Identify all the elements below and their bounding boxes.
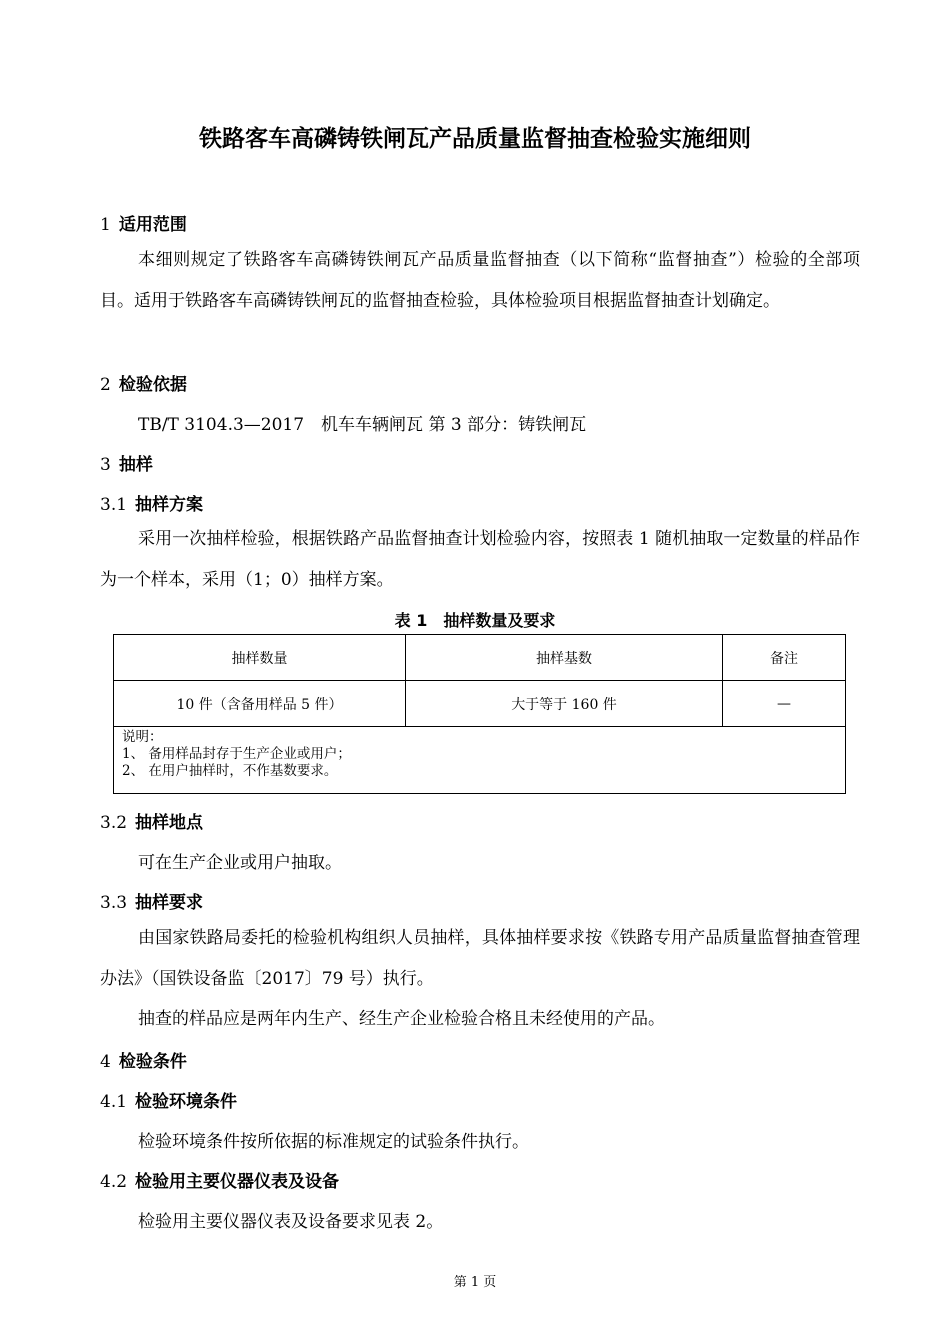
- section-3-3-paragraph-2: 抽查的样品应是两年内生产、经生产企业检验合格且未经使用的产品。: [138, 1009, 665, 1029]
- section-3-2-text: 可在生产企业或用户抽取。: [138, 853, 342, 873]
- section-number: 4.1: [100, 1092, 128, 1112]
- section-2-heading: [100, 370, 187, 395]
- table-row: [114, 681, 846, 727]
- section-4-heading: [100, 1047, 187, 1072]
- section-title: 检验用主要仪器仪表及设备: [135, 1172, 340, 1192]
- table-notes: [114, 727, 846, 794]
- section-3-2-heading: [100, 808, 203, 833]
- table-cell: 大于等于 160 件: [406, 681, 723, 727]
- section-2-standard: TB/T 3104.3—2017 机车车辆闸瓦 第 3 部分：铸铁闸瓦: [138, 415, 587, 435]
- section-number: 1: [100, 215, 111, 235]
- section-4-2-heading: [100, 1167, 339, 1192]
- section-title: 抽样方案: [135, 495, 204, 515]
- section-4-1-heading: [100, 1087, 237, 1112]
- header-cell: 抽样数量: [114, 635, 406, 681]
- table-1-caption: 表 1 抽样数量及要求: [394, 611, 556, 630]
- table-notes-row: [114, 727, 846, 794]
- section-4-2-text: 检验用主要仪器仪表及设备要求见表 2。: [138, 1212, 444, 1232]
- note-line: 1、 备用样品封存于生产企业或用户；: [122, 746, 351, 762]
- section-title: 抽样: [118, 455, 153, 475]
- section-3-heading: [100, 450, 153, 475]
- section-number: 4.2: [100, 1172, 128, 1192]
- section-title: 检验环境条件: [135, 1092, 238, 1112]
- section-title: 适用范围: [118, 215, 187, 235]
- section-3-3-heading: [100, 888, 203, 913]
- section-title: 检验条件: [118, 1052, 187, 1072]
- page-number: 第 1 页: [453, 1275, 497, 1290]
- section-number: 3.2: [100, 813, 128, 833]
- note-line: 说明：: [122, 729, 163, 745]
- sampling-table: [113, 634, 846, 794]
- table-cell: —: [723, 681, 846, 727]
- section-number: 3: [100, 455, 111, 475]
- section-number: 4: [100, 1052, 111, 1072]
- section-title: 检验依据: [118, 375, 187, 395]
- section-4-1-text: 检验环境条件按所依据的标准规定的试验条件执行。: [138, 1132, 529, 1152]
- section-title: 抽样要求: [135, 893, 204, 913]
- table-header-row: [114, 635, 846, 681]
- section-3-1-paragraph: 采用一次抽样检验，根据铁路产品监督抽查计划检验内容，按照表 1 随机抽取一定数量的样品作为一个样本，采用（1；0）抽样方案。: [100, 529, 860, 590]
- section-3-1-heading: [100, 490, 203, 515]
- section-number: 3.3: [100, 893, 128, 913]
- header-cell: 抽样基数: [406, 635, 723, 681]
- table-cell: 10 件（含备用样品 5 件）: [114, 681, 406, 727]
- section-1-heading: [100, 210, 187, 235]
- section-number: 2: [100, 375, 111, 395]
- note-line: 2、 在用户抽样时，不作基数要求。: [122, 763, 338, 779]
- section-1-paragraph: 本细则规定了铁路客车高磷铸铁闸瓦产品质量监督抽查（以下简称“监督抽查”）检验的全部项目。适用于铁路客车高磷铸铁闸瓦的监督抽查检验，具体检验项目根据监督抽查计划确定。: [100, 250, 860, 311]
- section-number: 3.1: [100, 495, 128, 515]
- header-cell: 备注: [723, 635, 846, 681]
- section-3-3-paragraph-1: 由国家铁路局委托的检验机构组织人员抽样，具体抽样要求按《铁路专用产品质量监督抽查管理办法》（国铁设备监〔2017〕79 号）执行。: [100, 928, 860, 989]
- section-title: 抽样地点: [135, 813, 204, 833]
- page-title: 铁路客车高磷铸铁闸瓦产品质量监督抽查检验实施细则: [199, 126, 751, 152]
